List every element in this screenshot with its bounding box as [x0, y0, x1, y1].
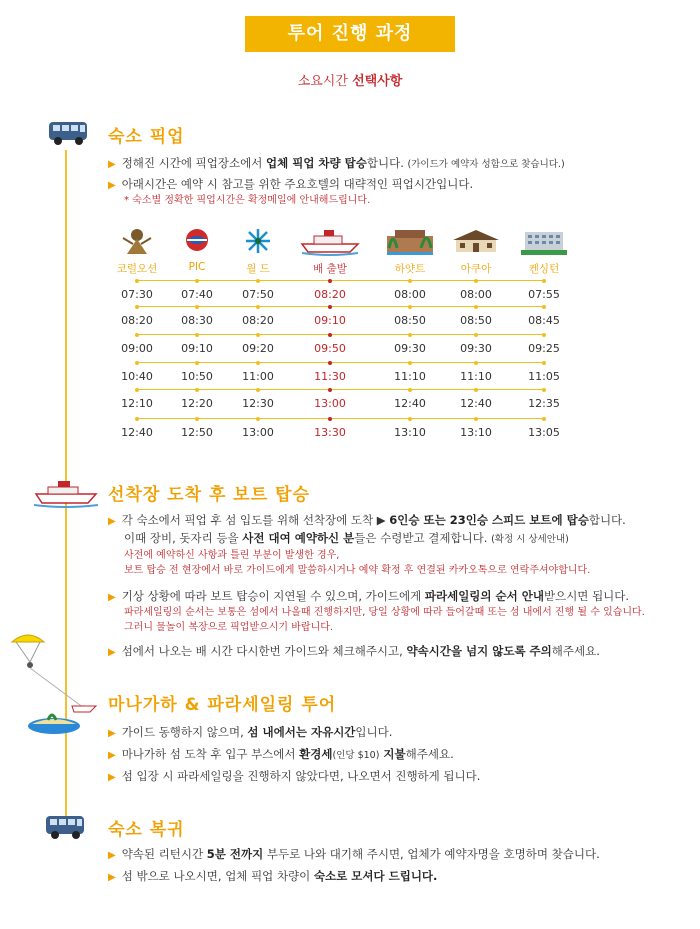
pickup-time-cell: 08:20: [242, 314, 274, 327]
boat-bullet-1: ▶ 각 숙소에서 픽업 후 섬 입도를 위해 선착장에 도착 ▶ 6인승 또는 23인승 스피드 보트에 탑승합니다.: [108, 513, 626, 527]
table-dot: [135, 305, 139, 309]
pickup-time-cell: 09:50: [314, 342, 346, 355]
pickup-time-cell: 12:40: [394, 397, 426, 410]
pickup-time-cell: 09:30: [460, 342, 492, 355]
pickup-time-cell: 13:30: [314, 426, 346, 439]
table-dot: [195, 279, 199, 283]
pickup-bullet-2: ▶ 아래시간은 예약 시 참고를 위한 주요호텔의 대략적인 픽업시간입니다.: [108, 177, 474, 191]
pickup-time-cell: 11:05: [528, 370, 560, 383]
page-title: 투어 진행 과정: [245, 16, 455, 52]
pickup-time-cell: 12:35: [528, 397, 560, 410]
boat-bullet-3: ▶ 섬에서 나오는 배 시간 다시한번 가이드와 체크해주시고, 약속시간을 넘지 않도록 주의해주세요.: [108, 644, 600, 658]
table-dot: [195, 305, 199, 309]
section-title-managaha: 마나가하 & 파라세일링 투어: [108, 695, 337, 715]
section-title-pickup: 숙소 픽업: [108, 127, 185, 147]
pickup-time-cell: 11:00: [242, 370, 274, 383]
pickup-time-cell: 12:30: [242, 397, 274, 410]
pickup-note: * 숙소별 정확한 픽업시간은 확정메일에 안내해드립니다.: [124, 195, 371, 206]
pickup-time-cell: 09:25: [528, 342, 560, 355]
table-dot: [474, 361, 478, 365]
pickup-time-cell: 13:00: [242, 426, 274, 439]
table-dot: [408, 333, 412, 337]
pickup-time-cell: 09:10: [181, 342, 213, 355]
pickup-time-cell: 12:20: [181, 397, 213, 410]
table-dot: [195, 361, 199, 365]
boat-departure-icon: [300, 226, 360, 256]
speedboat-icon: [34, 476, 98, 508]
world-resort-logo-icon: [240, 226, 276, 256]
section-title-return: 숙소 복귀: [108, 820, 185, 840]
table-dot: [328, 361, 332, 365]
pickup-time-cell: 08:20: [314, 288, 346, 301]
boat-bullet-1-cont: 이때 장비, 돗자리 등을 사전 대여 예약하신 분들은 수령받고 결제합니다. (확정 시 상세안내): [124, 531, 569, 545]
return-bullet-1: ▶ 약속된 리턴시간 5분 전까지 부두로 나와 대기해 주시면, 업체가 예약자명을 호명하며 찾습니다.: [108, 847, 600, 861]
table-dot: [195, 417, 199, 421]
pickup-time-cell: 13:00: [314, 397, 346, 410]
table-dot: [542, 361, 546, 365]
coral-ocean-logo-icon: [119, 226, 155, 256]
table-dot: [195, 388, 199, 392]
pickup-time-cell: 07:40: [181, 288, 213, 301]
pickup-time-cell: 10:40: [121, 370, 153, 383]
table-dot: [542, 388, 546, 392]
return-bullet-2: ▶ 섬 밖으로 나오시면, 업체 픽업 차량이 숙소로 모셔다 드립니다.: [108, 869, 438, 883]
pickup-time-cell: 10:50: [181, 370, 213, 383]
table-dot: [135, 279, 139, 283]
pickup-time-cell: 11:10: [394, 370, 426, 383]
table-dot: [474, 305, 478, 309]
pickup-time-cell: 08:50: [460, 314, 492, 327]
table-dot: [328, 279, 332, 283]
table-dot: [328, 388, 332, 392]
managaha-bullet-1: ▶ 가이드 동행하지 않으며, 섬 내에서는 자유시간입니다.: [108, 725, 393, 739]
pickup-time-cell: 08:50: [394, 314, 426, 327]
pickup-time-cell: 08:45: [528, 314, 560, 327]
table-dot: [474, 279, 478, 283]
boat-note-4: 그러니 물놀이 복장으로 픽업받으시기 바랍니다.: [124, 622, 334, 633]
table-dot: [328, 417, 332, 421]
table-dot: [542, 417, 546, 421]
hotel-name: 월 드: [246, 263, 270, 275]
table-dot: [474, 388, 478, 392]
hotel-name: 하얏트: [394, 263, 426, 275]
table-dot: [256, 333, 260, 337]
table-dot: [408, 417, 412, 421]
table-dot: [408, 279, 412, 283]
pickup-time-cell: 08:30: [181, 314, 213, 327]
table-dot: [256, 361, 260, 365]
aqua-resort-icon: [451, 226, 501, 256]
pickup-bullet-1: ▶ 정해진 시간에 픽업장소에서 업체 픽업 차량 탑승합니다. (가이드가 예약자 성함으로 찾습니다.): [108, 156, 565, 170]
table-dot: [408, 305, 412, 309]
pickup-time-cell: 09:00: [121, 342, 153, 355]
pickup-time-cell: 09:20: [242, 342, 274, 355]
table-dot: [135, 333, 139, 337]
pic-logo-icon: [179, 226, 215, 256]
table-dot: [328, 305, 332, 309]
hotel-name: PIC: [188, 261, 206, 273]
table-dot: [256, 388, 260, 392]
pickup-time-cell: 12:50: [181, 426, 213, 439]
hotel-name: 배 출발: [313, 263, 347, 275]
boat-note-3: 파라세일링의 순서는 보통은 섬에서 나올때 진행하지만, 당일 상황에 따라 들어갈때 또는 섬 내에서 진행 될 수 있습니다.: [124, 607, 645, 618]
managaha-bullet-2: ▶ 마나가하 섬 도착 후 입구 부스에서 환경세(인당 $10) 지불해주세요.: [108, 747, 454, 761]
table-dot: [542, 279, 546, 283]
table-dot: [256, 305, 260, 309]
pickup-time-cell: 13:10: [394, 426, 426, 439]
van-icon: [47, 118, 89, 148]
subtitle: 소요시간 선택사항: [297, 74, 403, 89]
pickup-time-cell: 11:30: [314, 370, 346, 383]
table-dot: [474, 417, 478, 421]
table-dot: [542, 305, 546, 309]
table-dot: [542, 333, 546, 337]
table-dot: [474, 333, 478, 337]
hotel-name: 아쿠아: [460, 263, 492, 275]
table-dot: [135, 388, 139, 392]
pickup-time-cell: 12:40: [460, 397, 492, 410]
pickup-time-cell: 07:55: [528, 288, 560, 301]
pickup-time-cell: 12:10: [121, 397, 153, 410]
table-dot: [328, 333, 332, 337]
pickup-time-cell: 09:30: [394, 342, 426, 355]
table-dot: [135, 417, 139, 421]
section-title-boat: 선착장 도착 후 보트 탑승: [108, 485, 310, 505]
pickup-time-cell: 08:20: [121, 314, 153, 327]
boat-bullet-2: ▶ 기상 상황에 따라 보트 탑승이 지연될 수 있으며, 가이드에게 파라세일링의 순서 안내받으시면 됩니다.: [108, 589, 630, 603]
kensington-hotel-icon: [519, 226, 569, 256]
return-van-icon: [44, 812, 86, 842]
pickup-time-cell: 07:30: [121, 288, 153, 301]
pickup-time-cell: 09:10: [314, 314, 346, 327]
table-dot: [135, 361, 139, 365]
table-dot: [408, 388, 412, 392]
pickup-time-cell: 11:10: [460, 370, 492, 383]
pickup-time-cell: 08:00: [394, 288, 426, 301]
table-dot: [256, 279, 260, 283]
pickup-time-cell: 13:05: [528, 426, 560, 439]
table-dot: [408, 361, 412, 365]
pickup-time-cell: 13:10: [460, 426, 492, 439]
hyatt-hotel-icon: [385, 226, 435, 256]
pickup-time-cell: 12:40: [121, 426, 153, 439]
table-dot: [256, 417, 260, 421]
boat-note-2: 보트 탑승 전 현장에서 바로 가이드에게 말씀하시거나 예약 확정 후 연결된 카카오톡으로 연락주셔야합니다.: [124, 565, 591, 576]
table-dot: [195, 333, 199, 337]
hotel-name: 코럴오션: [116, 263, 158, 275]
parasailing-icon: [8, 628, 100, 738]
managaha-bullet-3: ▶ 섬 입장 시 파라세일링을 진행하지 않았다면, 나오면서 진행하게 됩니다.: [108, 769, 481, 783]
pickup-time-cell: 07:50: [242, 288, 274, 301]
pickup-time-cell: 08:00: [460, 288, 492, 301]
hotel-name: 켄싱턴: [528, 263, 560, 275]
boat-note-1: 사전에 예약하신 사항과 틀린 부분이 발생한 경우,: [124, 550, 340, 561]
